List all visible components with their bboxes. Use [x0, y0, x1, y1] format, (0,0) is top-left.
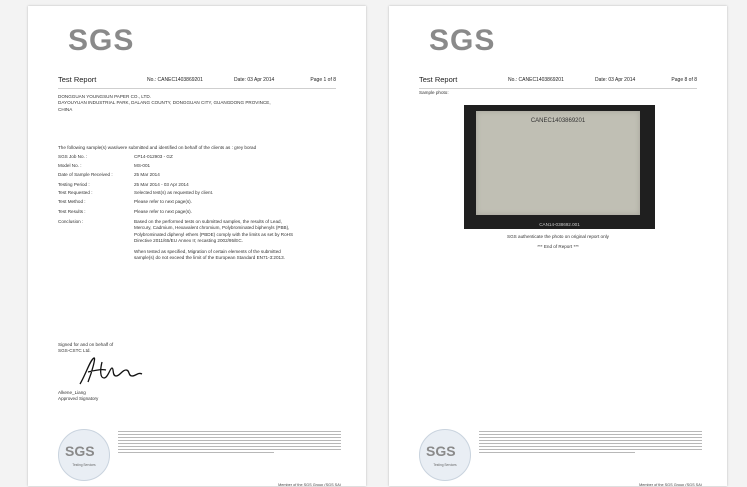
- conclusion-text: [134, 219, 339, 261]
- sample-intro: The following sample(s) was/were submitted and identified on behalf of the clients as : grey borad: [58, 145, 257, 150]
- page-footer: [58, 429, 341, 486]
- conclusion-line: Directive 2011/65/EU Annex II; recasting 2002/95/EC.: [134, 238, 243, 244]
- report-header: [58, 75, 336, 89]
- grey-board-sample: [476, 111, 640, 215]
- report-page-8: [389, 6, 727, 486]
- field-value: Please refer to next page(s).: [134, 199, 192, 204]
- field-label: Model No. :: [58, 163, 82, 168]
- member-text: Member of the SGS Group (SGS SA): [639, 483, 702, 486]
- seal-subtext: Testing Services: [433, 463, 457, 467]
- sample-photo: [464, 105, 655, 229]
- report-number: No.: CANEC1403869201: [147, 77, 203, 83]
- conclusion-line: Based on the performed tests on submitted samples, the results of Lead,: [134, 219, 282, 224]
- page-indicator: Page 8 of 8: [671, 77, 697, 83]
- field-value: Please refer to next page(s).: [134, 209, 192, 214]
- field-value: CP14-012903 - GZ: [134, 154, 173, 159]
- report-number: No.: CANEC1403869201: [508, 77, 564, 83]
- client-name: DONGGUAN YOUNGSUN PAPER CO., LTD.: [58, 94, 151, 99]
- client-address-line-2: CHINA: [58, 106, 73, 112]
- signer-title: Approved Signatory: [58, 396, 99, 402]
- signature-image: [76, 354, 151, 390]
- field-value: 25 Mar 2014 - 03 Apr 2014: [134, 182, 189, 187]
- conclusion-line: Mercury, Cadmium, Hexavalent chromium, Polybrominated biphenyls (PBB),: [134, 225, 290, 231]
- page-footer: [419, 429, 702, 486]
- field-label: Test Method :: [58, 199, 86, 204]
- fine-print: [118, 431, 341, 455]
- sgs-logo: SGS: [429, 24, 496, 57]
- page-indicator: Page 1 of 8: [310, 77, 336, 83]
- field-label: Test Results :: [58, 209, 86, 214]
- report-title: Test Report: [58, 75, 97, 84]
- seal-subtext: Testing Services: [72, 463, 96, 467]
- signature-block: [58, 342, 178, 355]
- sgs-logo: SGS: [68, 24, 135, 57]
- conclusion-label: Conclusion :: [58, 219, 84, 224]
- client-address: [58, 94, 328, 113]
- signer-name: Alkene_Liang: [58, 390, 86, 395]
- end-of-report: *** End of Report ***: [537, 244, 579, 249]
- report-page-1: [28, 6, 366, 486]
- member-text: Member of the SGS Group (SGS SA): [278, 483, 341, 486]
- signer-block: [58, 390, 178, 403]
- sgs-seal-icon: [419, 429, 471, 481]
- client-address-line-1: DAYOUYUAN INDUSTRIAL PARK, DALANG COUNTY, DONGGUAN CITY, GUANGDONG PROVINCE,: [58, 100, 271, 106]
- authenticate-note: SGS authenticate the photo on original report only: [507, 234, 609, 239]
- conclusion-line: When tested as specified, Migration of certain elements of the submitted: [134, 248, 281, 254]
- field-label: Date of Sample Received :: [58, 172, 113, 177]
- seal-text: SGS: [65, 443, 95, 459]
- report-date: Date: 03 Apr 2014: [595, 77, 636, 83]
- conclusion-line: Polybrominated diphenyl ethers (PBDE) comply with the limits as set by RoHS: [134, 231, 294, 237]
- signing-entity: SGS-CSTC Ltd.: [58, 348, 91, 354]
- field-value: 25 Mar 2014: [134, 172, 160, 177]
- field-label: SGS Job No. :: [58, 154, 88, 159]
- field-value: Selected test(s) as requested by client.: [134, 190, 214, 195]
- report-title: Test Report: [419, 75, 458, 84]
- sgs-seal-icon: [58, 429, 110, 481]
- signed-on-behalf: Signed for and on behalf of: [58, 342, 114, 347]
- fine-print: [479, 431, 702, 455]
- board-label: CANEC1403869201: [530, 118, 586, 124]
- field-label: Test Requested :: [58, 190, 93, 195]
- field-label: Testing Period :: [58, 182, 90, 187]
- report-header: [419, 75, 697, 89]
- sample-photo-label: Sample photo:: [419, 90, 449, 95]
- report-date: Date: 03 Apr 2014: [234, 77, 275, 83]
- seal-text: SGS: [426, 443, 456, 459]
- conclusion-line: sample(s) do not exceed the limit of the European Standard EN71-3:2013.: [134, 255, 285, 261]
- photo-caption: CAN14-038692.001: [539, 222, 580, 227]
- field-value: MS-001: [134, 163, 151, 168]
